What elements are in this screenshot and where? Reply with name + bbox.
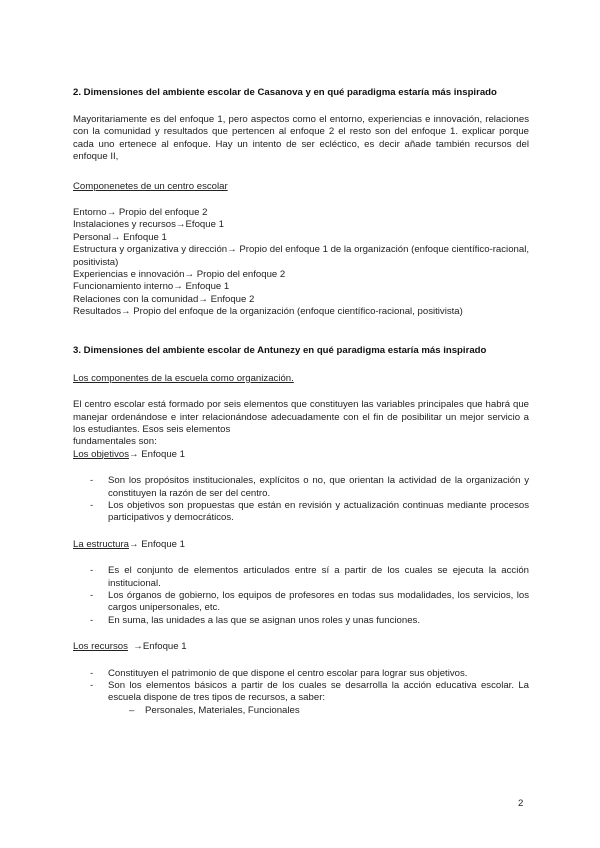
sub-bullet-item: – Personales, Materiales, Funcionales [73, 705, 529, 717]
section-3-subheading: Los componentes de la escuela como organización. [73, 372, 294, 384]
list-item: Relaciones con la comunidad→ Enfoque 2 [73, 293, 255, 305]
section-2-subheading: Componenetes de un centro escolar [73, 180, 228, 192]
bullet-item: - Son los propósitos institucionales, explícitos o no, que orientan la actividad de la organización y constituyen la razón de ser del centro. [73, 475, 529, 500]
recursos-heading [73, 641, 529, 653]
recursos-label: Los recursos [73, 641, 128, 653]
bullet-item: - Los objetivos son propuestas que están en revisión y actualización continuas mediante procesos participativos y democráticos. [73, 500, 529, 525]
objetivos-label: Los objetivos [73, 448, 129, 460]
list-item: Estructura y organizativa y dirección→ Propio del enfoque 1 de la organización (enfoque científico-racional, positivista) [73, 244, 529, 268]
bullet-item: - Es el conjunto de elementos articulados entre sí a partir de los cuales se ejecuta la acción institucional. [73, 565, 529, 590]
recursos-suffix: →Enfoque 1 [127, 641, 187, 653]
list-item: Entorno→ Propio del enfoque 2 [73, 207, 208, 219]
recursos-sublist [73, 705, 529, 717]
bullet-item: - Constituyen el patrimonio de que dispone el centro escolar para lograr sus objetivos. [73, 668, 529, 680]
estructura-label: La estructura [73, 538, 129, 550]
estructura-list [73, 565, 529, 627]
bullet-item: - Los órganos de gobierno, los equipos de profesores en todas sus modalidades, los servicios, los cargos unipersonales, etc. [73, 590, 529, 615]
section-2-paragraph: Mayoritariamente es del enfoque 1, pero aspectos como el entorno, experiencias e innovación, relaciones con la comunidad y resultados que pertencen al enfoque 2 el resto son del enfoque 1. explicar porque cada uno ertenece al enfoque. Hay un intento de ser ecléctico, es decir añade también recursos del enfoque II, [73, 114, 529, 163]
page-number: 2 [518, 798, 524, 809]
section-3-intro-2: fundamentales son: [73, 436, 157, 448]
estructura-suffix: → Enfoque 1 [129, 538, 186, 550]
list-item: Personal→ Enfoque 1 [73, 231, 167, 243]
list-item: Resultados→ Propio del enfoque de la organización (enfoque científico-racional, positivista) [73, 306, 463, 318]
objetivos-heading [73, 449, 529, 461]
bullet-item: - Son los elementos básicos a partir de los cuales se desarrolla la acción educativa escolar. La escuela dispone de tres tipos de recursos, a saber: [73, 680, 529, 705]
objetivos-suffix: → Enfoque 1 [129, 448, 186, 460]
document-page [73, 86, 529, 717]
recursos-list [73, 668, 529, 705]
list-item: Funcionamiento interno→ Enfoque 1 [73, 281, 230, 293]
list-item: Experiencias e innovación→ Propio del enfoque 2 [73, 269, 286, 281]
estructura-heading [73, 539, 529, 551]
objetivos-list [73, 475, 529, 525]
section-2-heading: 2. Dimensiones del ambiente escolar de Casanova y en qué paradigma estaría más inspirado [73, 87, 497, 98]
list-item: Instalaciones y recursos→Efoque 1 [73, 219, 224, 231]
bullet-item: - En suma, las unidades a las que se asignan unos roles y unas funciones. [73, 615, 529, 627]
section-3-heading: 3. Dimensiones del ambiente escolar de Antunezy en qué paradigma estaría más inspirado [73, 344, 487, 356]
section-3-intro: El centro escolar está formado por seis elementos que constituyen las variables principales que habrá que manejar ordenándose e inter relacionándose adecuadamente con el fin de posibilitar un mejor servicio a los estudiantes. Esos seis elementos [73, 399, 529, 435]
section-2-list [73, 207, 529, 319]
